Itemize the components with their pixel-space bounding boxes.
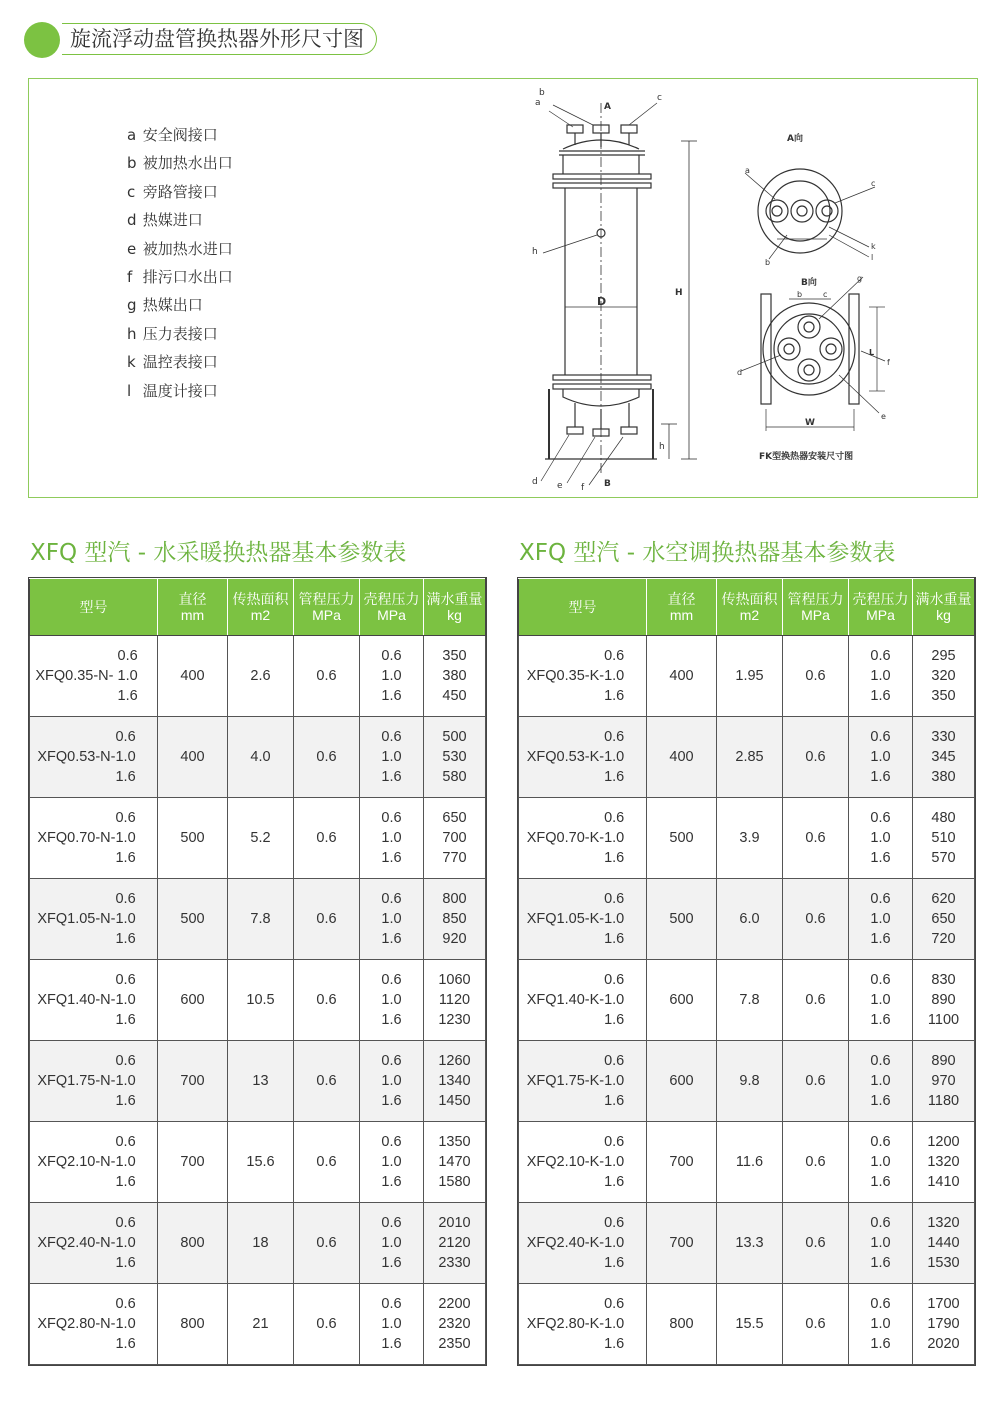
view-a-label-c: c [871,179,876,188]
view-b-label-e: e [881,412,886,421]
cell-area: 6.0 [717,879,783,960]
cell-area: 3.9 [717,798,783,879]
legend-item-e: e 被加热水进口 [127,239,233,258]
view-b-title: B向 [801,278,817,288]
label-c-top: c [657,93,662,103]
table-title-aircon: XFQ 型汽 - 水空调换热器基本参数表 [519,540,896,566]
view-a-label-k: k [871,242,876,251]
cell-area: 18 [228,1203,294,1284]
table-row [519,1284,975,1365]
view-b [741,277,885,431]
header-area: 传热面积 m2 [717,579,783,636]
table-row [30,636,486,717]
table-row [30,798,486,879]
cell-model: 0.6 XFQ0.70-K-1.0 1.6 [519,798,647,879]
table-row [519,1122,975,1203]
drawing-caption: FK型换热器安装尺寸图 [759,452,854,462]
cell-diameter: 400 [647,717,717,798]
label-height: H [675,288,683,298]
table-row [519,960,975,1041]
label-b-top: b [539,88,545,98]
cell-model: 0.6 XFQ0.53-N-1.0 1.6 [30,717,158,798]
cell-weight: 2200 2320 2350 [424,1284,486,1365]
cell-model: 0.6 XFQ2.10-K-1.0 1.6 [519,1122,647,1203]
cell-diameter: 800 [158,1203,228,1284]
cell-tube-pressure: 0.6 [294,879,360,960]
cell-tube-pressure: 0.6 [294,1122,360,1203]
cell-model: 0.6 XFQ1.40-N-1.0 1.6 [30,960,158,1041]
cell-weight: 350 380 450 [424,636,486,717]
cell-diameter: 400 [158,636,228,717]
cell-weight: 330 345 380 [913,717,975,798]
cell-area: 5.2 [228,798,294,879]
cell-model: 0.6 XFQ1.75-K-1.0 1.6 [519,1041,647,1122]
cell-weight: 800 850 920 [424,879,486,960]
cell-weight: 1350 1470 1580 [424,1122,486,1203]
table-row [519,798,975,879]
view-a-label-l: l [871,253,874,262]
cell-model: 0.6 XFQ2.80-N-1.0 1.6 [30,1284,158,1365]
cell-shell-pressure: 0.6 1.0 1.6 [849,1041,913,1122]
cell-diameter: 400 [158,717,228,798]
table-row [30,717,486,798]
cell-weight: 1700 1790 2020 [913,1284,975,1365]
cell-shell-pressure: 0.6 1.0 1.6 [849,1203,913,1284]
label-f: f [581,483,585,493]
view-b-label-b: b [797,290,803,299]
header-tube-pressure: 管程压力 MPa [294,579,360,636]
table-row [519,879,975,960]
table-header-row [519,579,975,636]
label-diameter: D [597,295,607,308]
cell-area: 9.8 [717,1041,783,1122]
cell-weight: 1320 1440 1530 [913,1203,975,1284]
cell-shell-pressure: 0.6 1.0 1.6 [360,798,424,879]
cell-model: 0.6 XFQ2.80-K-1.0 1.6 [519,1284,647,1365]
cell-area: 11.6 [717,1122,783,1203]
header-weight: 满水重量 kg [424,579,486,636]
cell-tube-pressure: 0.6 [294,717,360,798]
table-row [519,636,975,717]
cell-weight: 1200 1320 1410 [913,1122,975,1203]
page-title: 旋流浮动盘管换热器外形尺寸图 [62,23,377,55]
cell-diameter: 500 [647,879,717,960]
cell-area: 15.5 [717,1284,783,1365]
cell-diameter: 600 [647,1041,717,1122]
cell-weight: 2010 2120 2330 [424,1203,486,1284]
cell-weight: 480 510 570 [913,798,975,879]
table-row [30,879,486,960]
cell-diameter: 500 [158,879,228,960]
view-b-label-f: f [887,358,890,367]
table-title-heating: XFQ 型汽 - 水采暖换热器基本参数表 [30,540,407,566]
cell-tube-pressure: 0.6 [294,960,360,1041]
aircon-params-table [518,578,975,1365]
cell-model: 0.6 XFQ1.75-N-1.0 1.6 [30,1041,158,1122]
cell-model: 0.6 XFQ2.10-N-1.0 1.6 [30,1122,158,1203]
cell-tube-pressure: 0.6 [783,1122,849,1203]
cell-weight: 890 970 1180 [913,1041,975,1122]
cell-shell-pressure: 0.6 1.0 1.6 [849,1284,913,1365]
legend-item-l: l 温度计接口 [127,381,218,400]
view-a-label-a: a [745,166,750,175]
view-a-title: A向 [787,134,803,144]
legend-item-d: d 热媒进口 [127,211,203,230]
cell-shell-pressure: 0.6 1.0 1.6 [360,717,424,798]
cell-area: 1.95 [717,636,783,717]
legend-item-g: g 热媒出口 [127,296,203,315]
cell-tube-pressure: 0.6 [294,1041,360,1122]
table-row [519,1041,975,1122]
cell-shell-pressure: 0.6 1.0 1.6 [360,1284,424,1365]
cell-shell-pressure: 0.6 1.0 1.6 [849,879,913,960]
table-row [30,1203,486,1284]
cell-model: 0.6 XFQ0.35-K-1.0 1.6 [519,636,647,717]
cell-diameter: 600 [158,960,228,1041]
cell-area: 7.8 [717,960,783,1041]
header-bullet-icon [24,22,60,58]
cell-tube-pressure: 0.6 [783,1203,849,1284]
cell-weight: 295 320 350 [913,636,975,717]
cell-model: 0.6 XFQ1.05-K-1.0 1.6 [519,879,647,960]
cell-shell-pressure: 0.6 1.0 1.6 [360,636,424,717]
label-h1: h [659,442,665,452]
header-shell-pressure: 壳程压力 MPa [849,579,913,636]
cell-area: 2.85 [717,717,783,798]
table-row [30,1284,486,1365]
cell-diameter: 700 [647,1203,717,1284]
cell-weight: 650 700 770 [424,798,486,879]
cell-weight: 1060 1120 1230 [424,960,486,1041]
label-h: h [532,247,538,257]
view-b-label-W: W [805,418,815,428]
view-a-label-b: b [765,258,771,267]
label-e: e [557,481,563,491]
legend-item-a: a 安全阀接口 [127,126,218,144]
legend-item-f: f 排污口水出口 [127,268,233,287]
cell-shell-pressure: 0.6 1.0 1.6 [360,1203,424,1284]
header-model: 型号 [519,579,647,636]
label-d: d [532,477,538,487]
header-weight: 满水重量 kg [913,579,975,636]
cell-weight: 500 530 580 [424,717,486,798]
legend-item-k: k 温控表接口 [127,353,218,372]
cell-tube-pressure: 0.6 [783,717,849,798]
cell-model: 0.6 XFQ0.70-N-1.0 1.6 [30,798,158,879]
heat-exchanger-drawing [29,79,977,497]
view-b-label-c: c [823,290,828,299]
cell-shell-pressure: 0.6 1.0 1.6 [360,879,424,960]
table-row [30,1041,486,1122]
cell-area: 15.6 [228,1122,294,1203]
cell-model: 0.6 XFQ2.40-N-1.0 1.6 [30,1203,158,1284]
cell-diameter: 800 [158,1284,228,1365]
cell-tube-pressure: 0.6 [783,879,849,960]
legend-item-c: c 旁路管接口 [127,182,218,201]
cell-diameter: 400 [647,636,717,717]
cell-tube-pressure: 0.6 [783,636,849,717]
elevation-labels [532,88,683,493]
cell-diameter: 700 [647,1122,717,1203]
cell-tube-pressure: 0.6 [294,1284,360,1365]
cell-diameter: 500 [647,798,717,879]
cell-area: 2.6 [228,636,294,717]
elevation-view [541,103,697,485]
table-row [30,960,486,1041]
label-a-top: a [535,98,541,108]
cell-model: 0.6 XFQ0.53-K-1.0 1.6 [519,717,647,798]
header-model: 型号 [30,579,158,636]
cell-tube-pressure: 0.6 [783,1041,849,1122]
cell-tube-pressure: 0.6 [294,1203,360,1284]
cell-weight: 830 890 1100 [913,960,975,1041]
view-b-label-L: L [869,348,875,357]
heating-params-table [29,578,486,1365]
cell-tube-pressure: 0.6 [783,960,849,1041]
cell-shell-pressure: 0.6 1.0 1.6 [849,960,913,1041]
cell-tube-pressure: 0.6 [783,1284,849,1365]
table-row [519,1203,975,1284]
cell-area: 7.8 [228,879,294,960]
cell-area: 21 [228,1284,294,1365]
cell-diameter: 800 [647,1284,717,1365]
cell-diameter: 500 [158,798,228,879]
view-a-labels [745,132,876,267]
cell-area: 13.3 [717,1203,783,1284]
cell-model: 0.6 XFQ0.35-N- 1.0 1.6 [30,636,158,717]
cell-model: 0.6 XFQ1.40-K-1.0 1.6 [519,960,647,1041]
cell-shell-pressure: 0.6 1.0 1.6 [849,717,913,798]
cell-shell-pressure: 0.6 1.0 1.6 [360,1041,424,1122]
label-view-a-arrow: A [604,102,611,112]
table-header-row [30,579,486,636]
label-view-b-arrow: B [604,479,611,489]
cell-shell-pressure: 0.6 1.0 1.6 [849,798,913,879]
header-tube-pressure: 管程压力 MPa [783,579,849,636]
cell-model: 0.6 XFQ1.05-N-1.0 1.6 [30,879,158,960]
table-row [30,1122,486,1203]
cell-shell-pressure: 0.6 1.0 1.6 [849,636,913,717]
cell-shell-pressure: 0.6 1.0 1.6 [849,1122,913,1203]
legend-item-h: h 压力表接口 [127,324,218,343]
diagram-panel [28,78,978,498]
cell-area: 10.5 [228,960,294,1041]
header-shell-pressure: 壳程压力 MPa [360,579,424,636]
cell-area: 4.0 [228,717,294,798]
legend-item-b: b 被加热水出口 [127,154,233,173]
cell-tube-pressure: 0.6 [294,636,360,717]
cell-model: 0.6 XFQ2.40-K-1.0 1.6 [519,1203,647,1284]
view-b-label-d: d [737,368,743,377]
header-diameter: 直径 mm [158,579,228,636]
cell-diameter: 700 [158,1122,228,1203]
cell-shell-pressure: 0.6 1.0 1.6 [360,960,424,1041]
cell-diameter: 600 [647,960,717,1041]
cell-diameter: 700 [158,1041,228,1122]
cell-tube-pressure: 0.6 [294,798,360,879]
table-row [519,717,975,798]
cell-weight: 1260 1340 1450 [424,1041,486,1122]
view-b-label-g: g [857,274,863,283]
view-a [745,169,875,259]
header-diameter: 直径 mm [647,579,717,636]
cell-weight: 620 650 720 [913,879,975,960]
cell-area: 13 [228,1041,294,1122]
cell-tube-pressure: 0.6 [783,798,849,879]
cell-shell-pressure: 0.6 1.0 1.6 [360,1122,424,1203]
header-area: 传热面积 m2 [228,579,294,636]
